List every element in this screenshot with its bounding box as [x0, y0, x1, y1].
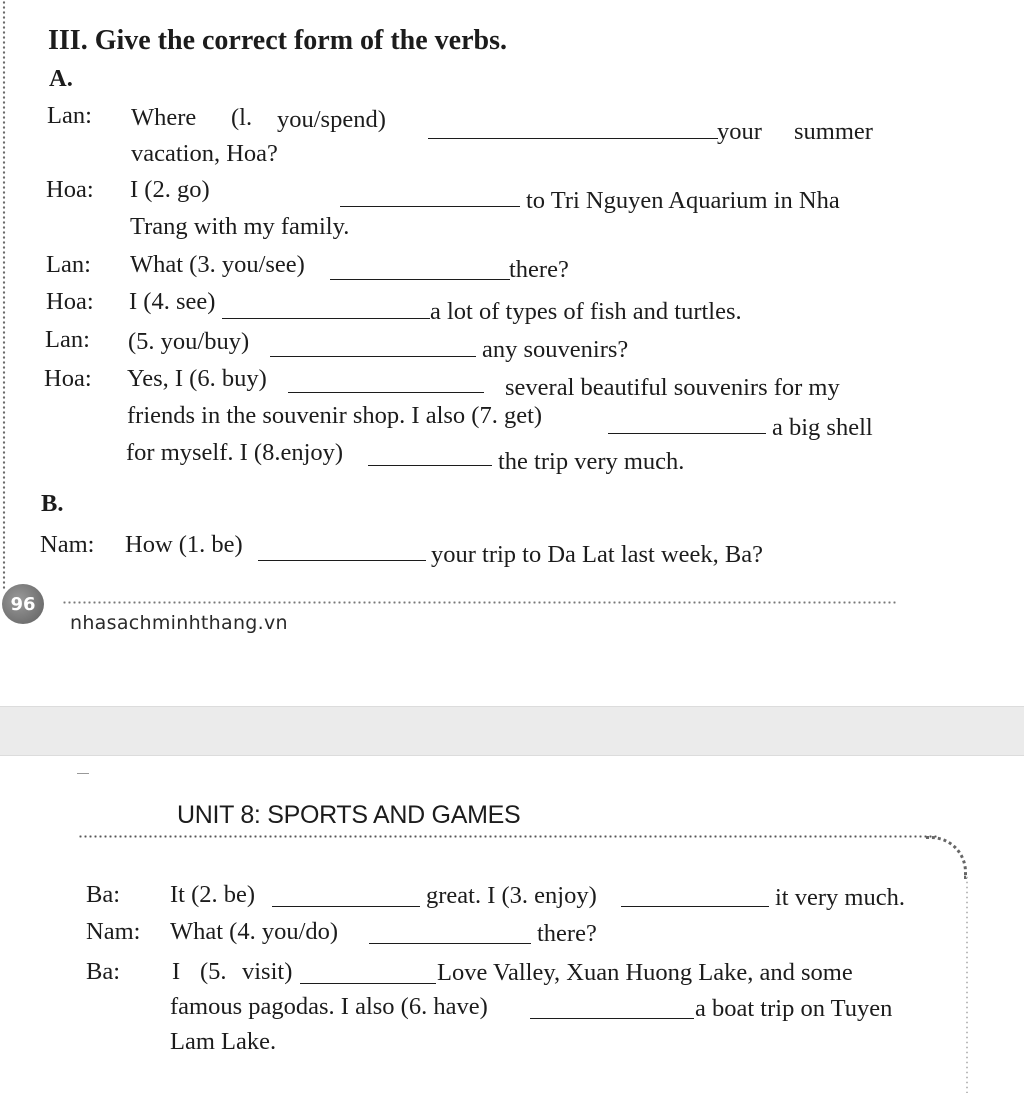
line-text: What (4. you/do)	[170, 918, 339, 945]
answer-blank-a7[interactable]	[608, 433, 766, 434]
margin-mark	[77, 773, 89, 774]
line-text: It (2. be)	[170, 881, 256, 908]
line-text: to Tri Nguyen Aquarium in Nha	[526, 187, 840, 214]
answer-blank-b5[interactable]	[300, 983, 436, 984]
line-text: there?	[537, 920, 597, 947]
answer-blank-a1[interactable]	[428, 138, 718, 139]
line-text: any souvenirs?	[482, 336, 629, 363]
publisher-website: nhasachminhthang.vn	[70, 612, 288, 634]
line-text: visit)	[242, 958, 293, 985]
line-text: I (2. go)	[130, 176, 210, 203]
speaker-hoa: Hoa:	[44, 365, 92, 392]
line-text: I	[172, 958, 181, 985]
speaker-hoa: Hoa:	[46, 176, 94, 203]
line-text: Trang with my family.	[130, 213, 350, 240]
line-text: great. I (3. enjoy)	[426, 882, 597, 909]
answer-blank-b6[interactable]	[530, 1018, 694, 1019]
unit-title: UNIT 8: SPORTS AND GAMES	[177, 801, 521, 829]
page-number-badge: 96	[2, 584, 44, 624]
line-text: Lam Lake.	[170, 1028, 277, 1055]
speaker-nam: Nam:	[40, 531, 95, 558]
answer-blank-b2[interactable]	[272, 906, 420, 907]
answer-blank-b1[interactable]	[258, 560, 426, 561]
line-text: it very much.	[775, 884, 905, 911]
footer-dotted-rule	[62, 601, 898, 604]
line-text: famous pagodas. I also (6. have)	[170, 993, 488, 1020]
line-text: (l.	[231, 104, 253, 131]
line-text: Where	[131, 104, 197, 131]
line-text: several beautiful souvenirs for my	[505, 374, 840, 401]
speaker-nam: Nam:	[86, 918, 141, 945]
line-text: Yes, I (6. buy)	[127, 365, 267, 392]
speaker-ba: Ba:	[86, 881, 121, 908]
page-separator	[0, 706, 1024, 756]
speaker-lan: Lan:	[47, 102, 92, 129]
answer-blank-a3[interactable]	[330, 279, 510, 280]
part-a-label: A.	[49, 65, 73, 92]
binding-dotted-edge	[2, 0, 6, 590]
line-text: a lot of types of fish and turtles.	[430, 298, 742, 325]
speaker-hoa: Hoa:	[46, 288, 94, 315]
line-text: vacation, Hoa?	[131, 140, 278, 167]
speaker-lan: Lan:	[46, 251, 91, 278]
line-text: friends in the souvenir shop. I also (7. get)	[127, 402, 543, 429]
answer-blank-a4[interactable]	[222, 318, 430, 319]
line-text: there?	[509, 256, 569, 283]
line-text: your trip to Da Lat last week, Ba?	[431, 541, 764, 568]
answer-blank-b4[interactable]	[369, 943, 531, 944]
line-text: (5.	[200, 958, 227, 985]
line-text: What (3. you/see)	[130, 251, 305, 278]
line-text: the trip very much.	[498, 448, 685, 475]
line-text: a boat trip on Tuyen	[695, 995, 893, 1022]
answer-blank-a6[interactable]	[288, 392, 484, 393]
line-text: (5. you/buy)	[128, 328, 250, 355]
answer-blank-a2[interactable]	[340, 206, 520, 207]
answer-blank-b3[interactable]	[621, 906, 769, 907]
line-text: Love Valley, Xuan Huong Lake, and some	[437, 959, 853, 986]
answer-blank-a5[interactable]	[270, 356, 476, 357]
line-text: How (1. be)	[125, 531, 243, 558]
line-text: for myself. I (8.enjoy)	[126, 439, 344, 466]
unit-dotted-rule	[78, 835, 938, 838]
answer-blank-a8[interactable]	[368, 465, 492, 466]
section-title: III. Give the correct form of the verbs.	[48, 25, 508, 56]
line-text: summer	[794, 118, 873, 145]
speaker-lan: Lan:	[45, 326, 90, 353]
line-text: I (4. see)	[129, 288, 216, 315]
page-dotted-edge	[966, 875, 968, 1093]
line-text: a big shell	[772, 414, 873, 441]
line-text: you/spend)	[277, 106, 386, 133]
line-text: your	[717, 118, 762, 145]
part-b-label: B.	[41, 490, 64, 517]
speaker-ba: Ba:	[86, 958, 121, 985]
